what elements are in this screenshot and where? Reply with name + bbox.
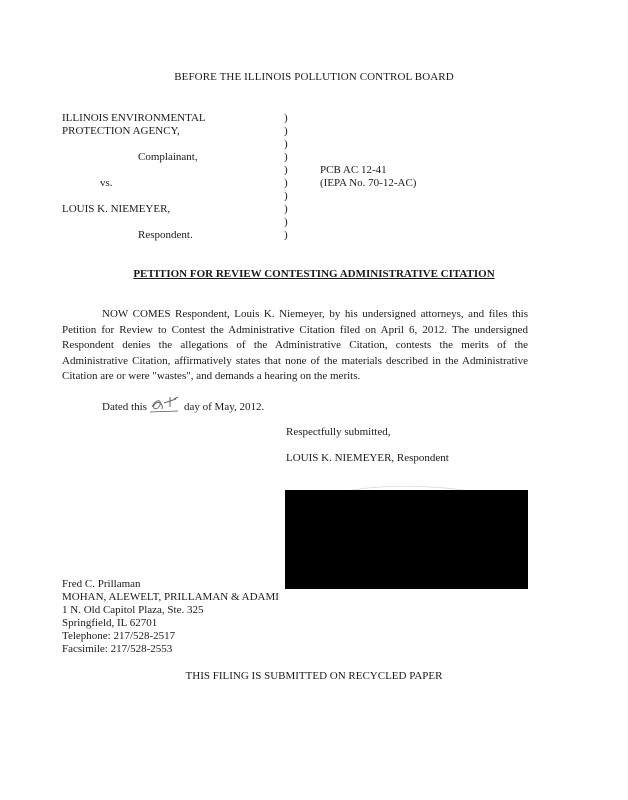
caption-paren: ) <box>284 151 288 163</box>
petition-heading: PETITION FOR REVIEW CONTESTING ADMINISTRATIVE CITATION <box>133 268 495 280</box>
caption-paren: ) <box>284 190 288 202</box>
redaction-block <box>285 490 528 589</box>
caption-paren: ) <box>284 216 288 228</box>
caption-paren: ) <box>284 125 288 137</box>
caption-paren: ) <box>284 229 288 241</box>
closing-line: Respectfully submitted, <box>286 426 391 438</box>
body-paragraph: NOW COMES Respondent, Louis K. Niemeyer, by his undersigned attorneys, and files this Petition for Review to Contest the Administrative Citation filed on April 6, 2012. The undersigned Respondent denies the allegations of the Administrative Citation, contests the merits of the Administrative Citation, affirmatively states that none of the materials described in the Administrative Citation are or were "wastes", and demands a hearing on the merits. <box>62 308 528 382</box>
complainant-name-line1: ILLINOIS ENVIRONMENTAL <box>62 112 206 124</box>
complainant-role: Complainant, <box>138 151 198 163</box>
respondent-name: LOUIS K. NIEMEYER, <box>62 203 171 215</box>
handwritten-day-mark <box>148 395 182 415</box>
dated-prefix: Dated this <box>102 401 147 413</box>
recycled-paper-footer: THIS FILING IS SUBMITTED ON RECYCLED PAPER <box>185 670 443 682</box>
signing-party: LOUIS K. NIEMEYER, Respondent <box>286 452 449 464</box>
telephone: Telephone: 217/528-2517 <box>62 630 176 642</box>
caption-parenthesis-column <box>284 112 294 242</box>
iepa-number: (IEPA No. 70-12-AC) <box>320 177 417 189</box>
facsimile: Facsimile: 217/528-2553 <box>62 643 173 655</box>
versus-label: vs. <box>100 177 113 189</box>
caption-paren: ) <box>284 177 288 189</box>
law-firm: MOHAN, ALEWELT, PRILLAMAN & ADAMI <box>62 591 279 603</box>
attorney-name: Fred C. Prillaman <box>62 578 141 590</box>
respondent-role: Respondent. <box>138 229 193 241</box>
court-header: BEFORE THE ILLINOIS POLLUTION CONTROL BOARD <box>174 71 454 83</box>
complainant-name-line2: PROTECTION AGENCY, <box>62 125 180 137</box>
dated-suffix: day of May, 2012. <box>184 401 265 413</box>
caption-paren: ) <box>284 112 288 124</box>
caption-paren: ) <box>284 203 288 215</box>
address-line2: Springfield, IL 62701 <box>62 617 158 629</box>
caption-paren: ) <box>284 138 288 150</box>
case-number: PCB AC 12-41 <box>320 164 387 176</box>
caption-paren: ) <box>284 164 288 176</box>
address-line1: 1 N. Old Capitol Plaza, Ste. 325 <box>62 604 204 616</box>
